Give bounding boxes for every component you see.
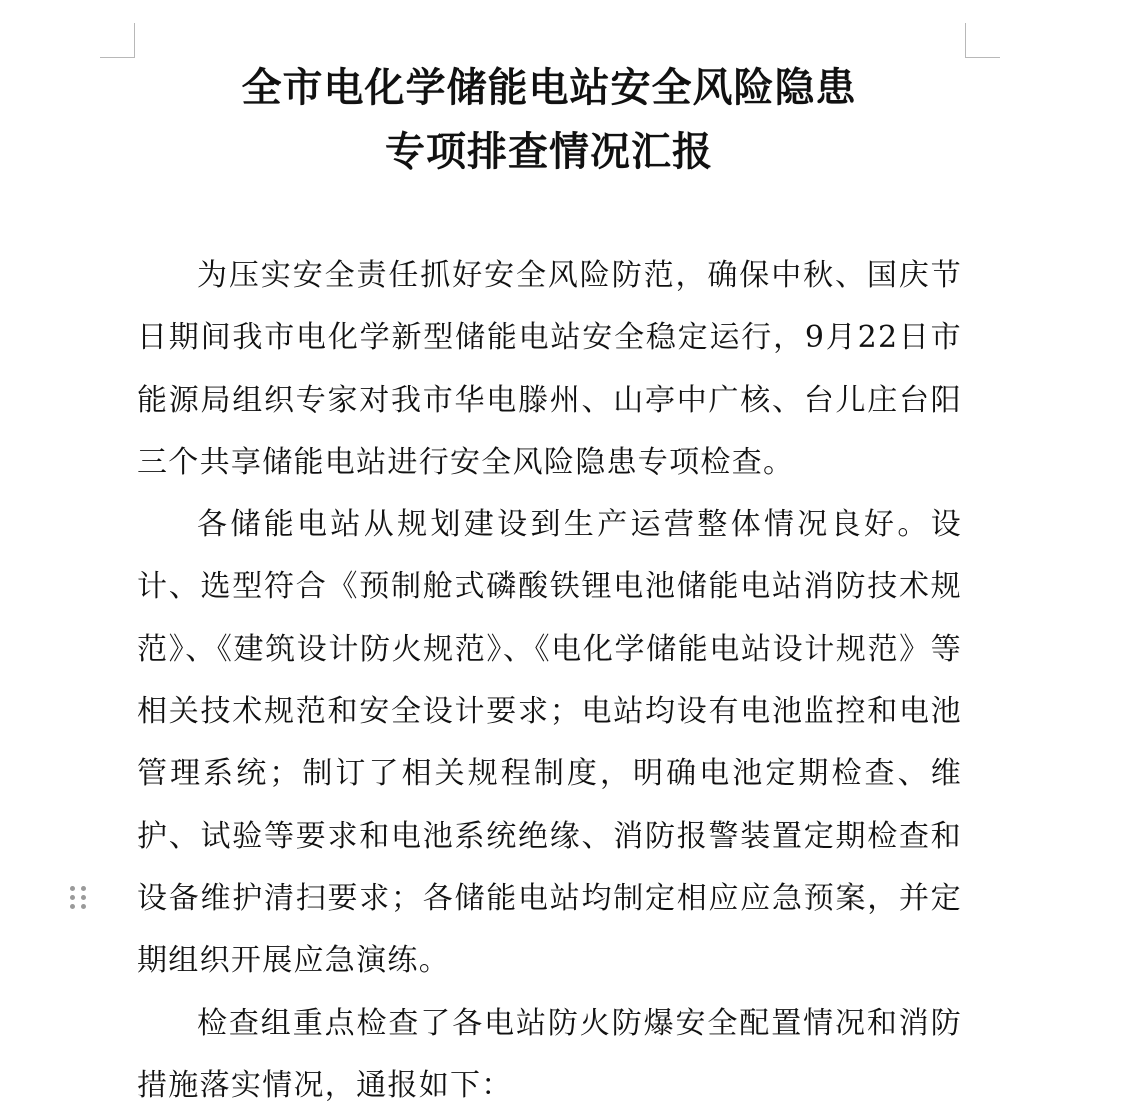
document-title-line-1: 全市电化学储能电站安全风险隐患 [241, 64, 857, 111]
page-corner-mark-top-left [100, 23, 135, 58]
body-paragraph-1[interactable]: 为压实安全责任抓好安全风险防范，确保中秋、国庆节日期间我市电化学新型储能电站安全稳定运行，9月22日市能源局组织专家对我市华电滕州、山亭中广核、台儿庄台阳三个共享储能电站进行安全风险隐患专项检查。 [137, 258, 962, 480]
drag-handle-icon[interactable] [70, 886, 88, 912]
document-body[interactable] [137, 245, 962, 1117]
body-paragraph-3[interactable]: 检查组重点检查了各电站防火防爆安全配置情况和消防措施落实情况，通报如下： [137, 1005, 962, 1103]
document-title-line-2: 专项排查情况汇报 [385, 128, 713, 175]
body-paragraph-2[interactable]: 各储能电站从规划建设到生产运营整体情况良好。设计、选型符合《预制舱式磷酸铁锂电池储能电站消防技术规范》、《建筑设计防火规范》、《电化学储能电站设计规范》等相关技术规范和安全设计要求；电站均设有电池监控和电池管理系统；制订了相关规程制度，明确电池定期检查、维护、试验等要求和电池系统绝缘、消防报警装置定期检查和设备维护清扫要求；各储能电站均制定相应应急预案，并定期组织开展应急演练。 [137, 507, 962, 979]
page-corner-mark-top-right [965, 23, 1000, 58]
